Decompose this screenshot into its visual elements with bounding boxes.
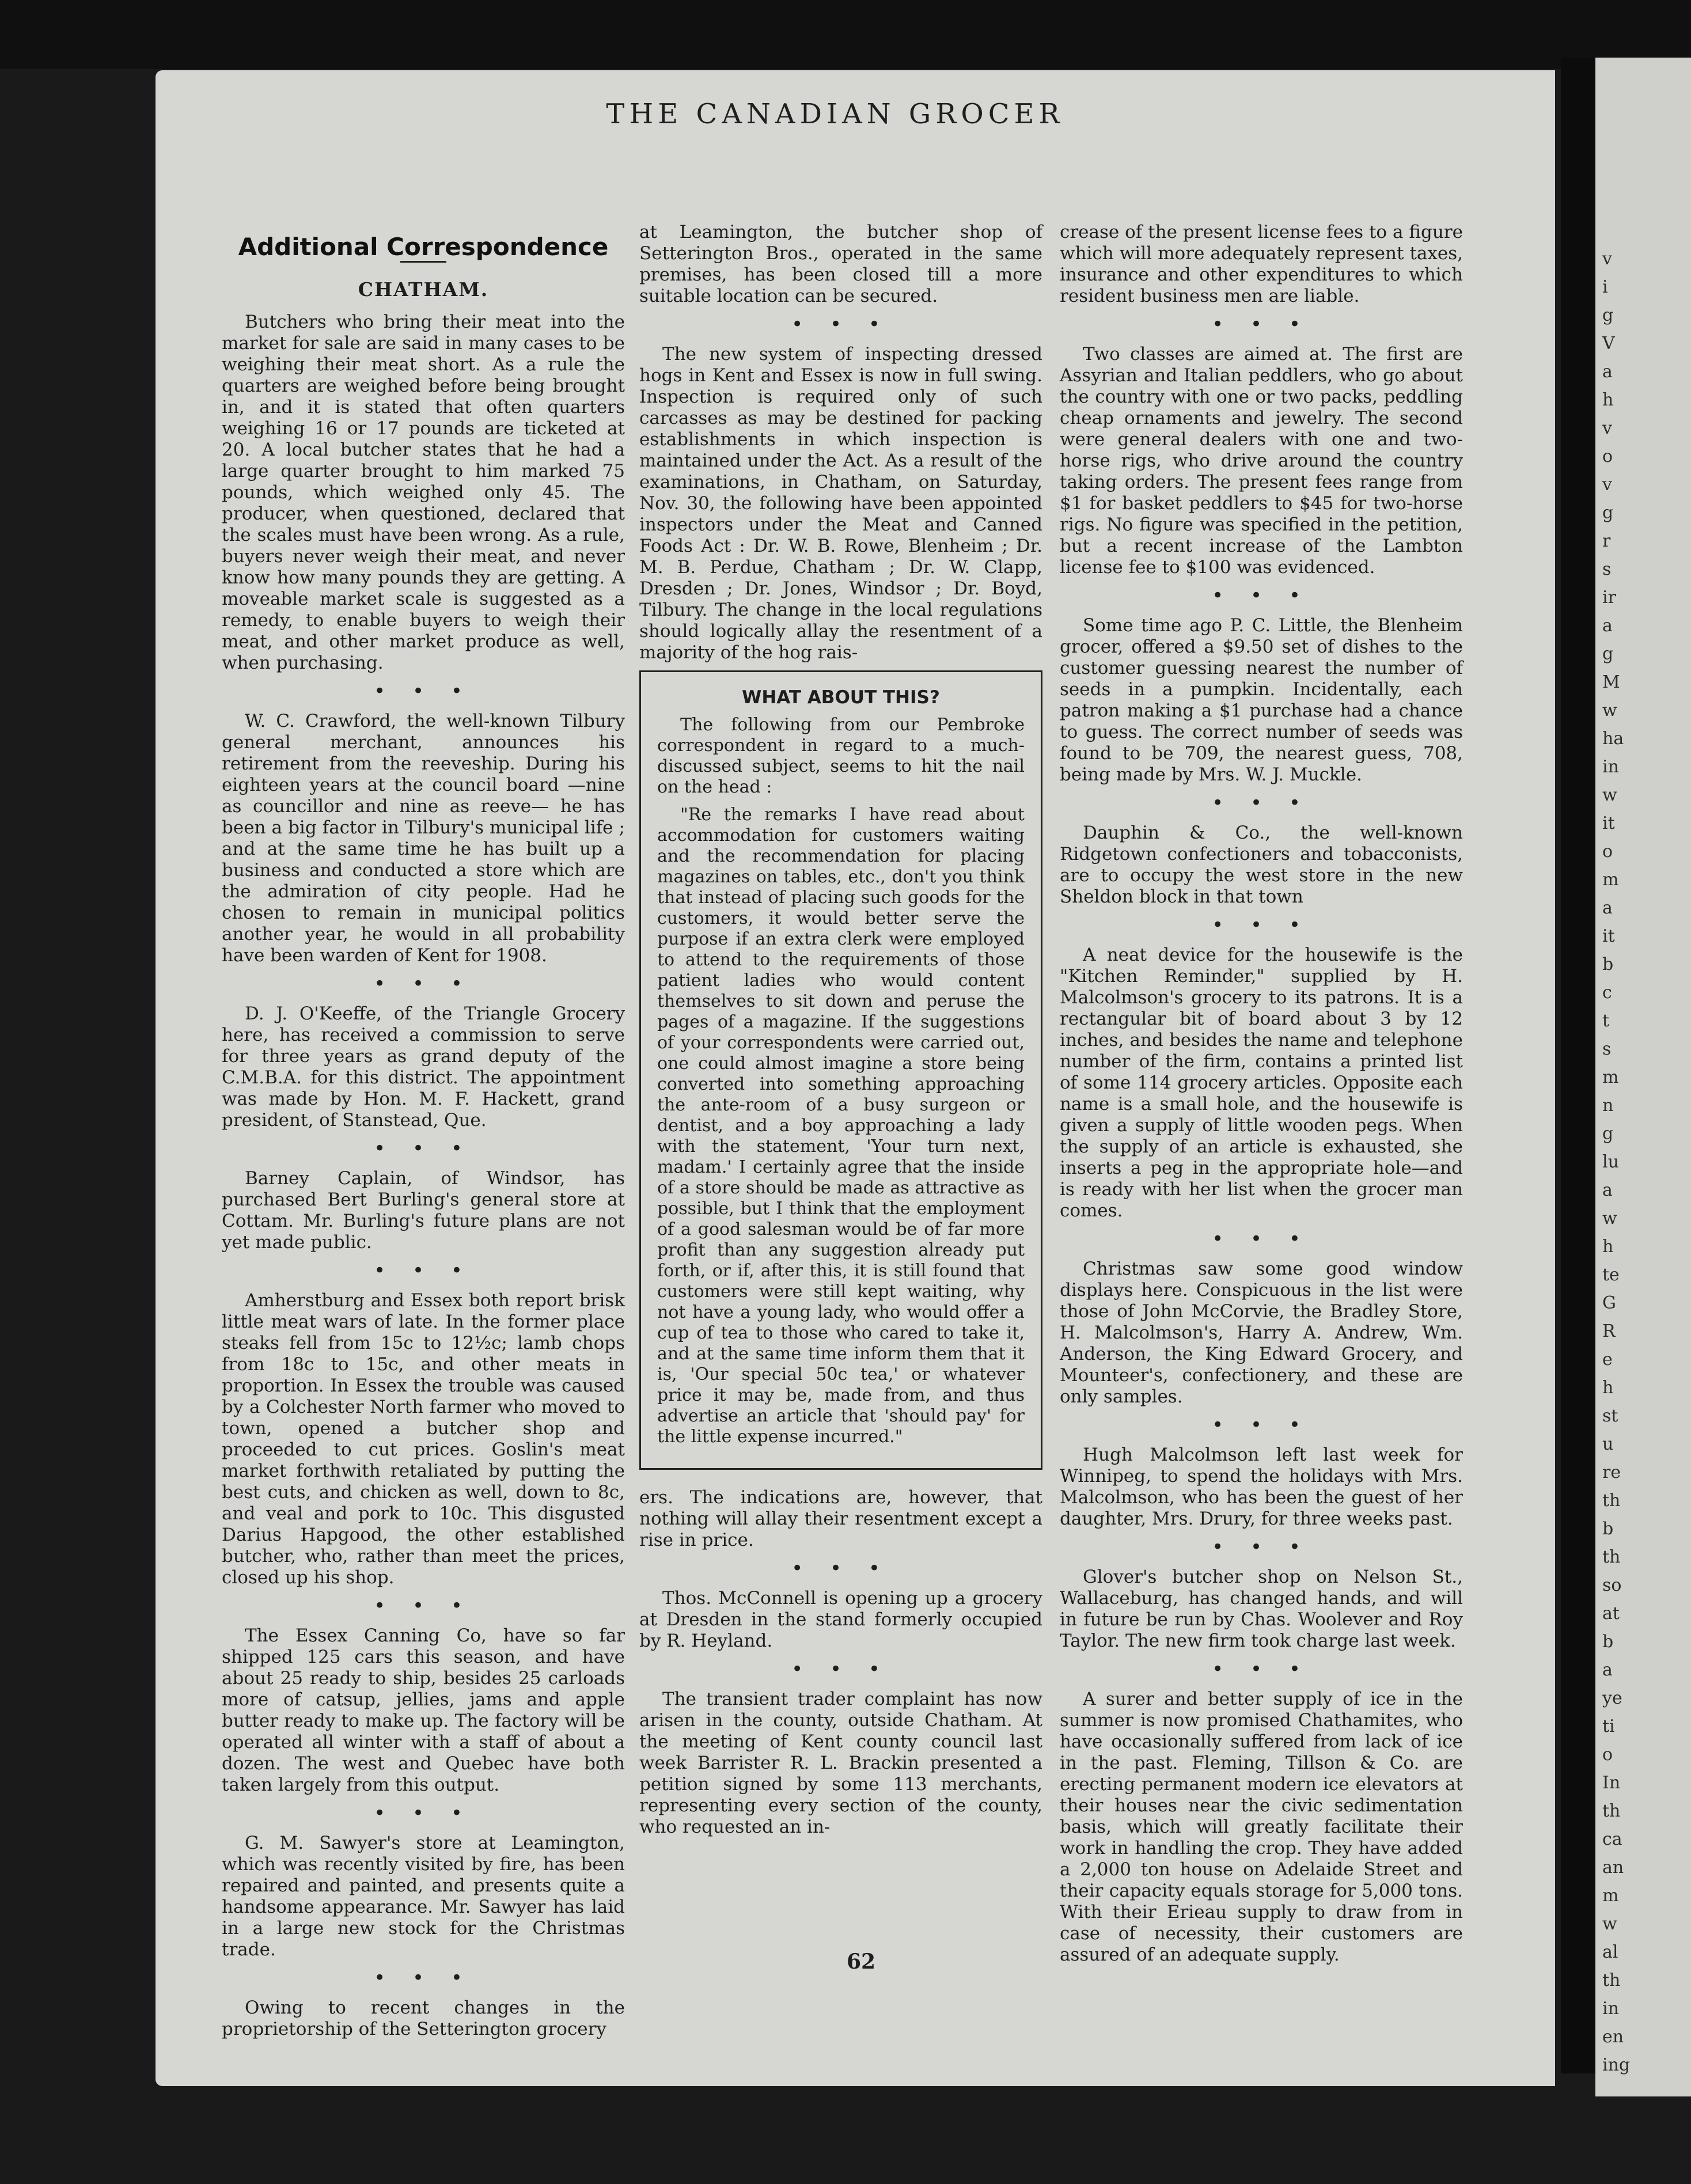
adjacent-page-fragment: re — [1602, 1462, 1621, 1482]
news-item: A surer and better supply of ice in the summer is now promised Chathamites, who have occasionally suffered from lack of ice in the past. Fleming, Tillson & Co. are erecting permanent modern ice elevators at their houses near the civic sedimentation basis, which will greatly facilitate their work in handling the crop. They have added a 2,000 ton house on Adelaide Street and their capacity equals storage for 5,000 tons. With their Erieau supply to draw from in case of necessity, their customers are assured of an adequate supply. — [1060, 1689, 1463, 1965]
section-heading: CHATHAM. — [358, 278, 489, 301]
item-separator: • • • — [374, 972, 473, 995]
item-separator: • • • — [1212, 791, 1311, 814]
adjacent-page-fragment: h — [1602, 1378, 1614, 1398]
adjacent-page-fragment: h — [1602, 390, 1614, 410]
adjacent-page-fragment: v — [1602, 475, 1612, 495]
adjacent-page-fragment: ha — [1602, 729, 1624, 749]
news-item: Amherstburg and Essex both report brisk little meat wars of late. In the former place steaks fell from 15c to 12½c; lamb chops from 18c to 15c, and other meats in proportion. In Essex the trouble was caused by a Colchester North farmer who moved to town, opened a butcher shop and proceeded to cut prices. Goslin's meat market forthwith retaliated by putting the best cuts, and chicken as well, down to 8c, and veal and pork to 10c. This disgusted Darius Hapgood, the other established butcher, who, rather than meet the prices, closed up his shop. — [222, 1290, 625, 1588]
item-separator: • • • — [1212, 1658, 1311, 1681]
adjacent-page-fragment: g — [1602, 503, 1614, 523]
item-separator: • • • — [1212, 313, 1311, 336]
adjacent-page-fragment: ca — [1602, 1829, 1622, 1849]
item-separator: • • • — [374, 680, 473, 703]
adjacent-page-fragment: m — [1602, 870, 1619, 890]
item-separator: • • • — [374, 1137, 473, 1160]
adjacent-page-fragment: ing — [1602, 2055, 1631, 2075]
boxed-item-quote: "Re the remarks I have read about accommodation for customers waiting and the recommendation for placing magazines on tables, etc., don't you think that instead of placing such goods for the customers, it would better serve the purpose if an extra clerk were employed to attend to the requirements of those patient ladies who would content themselves to sit down and peruse the pages of a magazine. If the suggestions of your correspondents were carried out, one could almost imagine a store being converted into something approaching the ante-room of a busy surgeon or dentist, and a boy approaching a lady with the statement, 'Your turn next, madam.' I certainly agree that the inside of a store should be made as attractive as possible, but I think that the employment of a good salesman would be of far more profit than any suggestion already put forth, or if, after this, it is still found that customers were still kept waiting, why not have a young lady, who would offer a cup of tea to those who cared to take it, and at the same time inform them that it is, 'Our special 50c tea,' or whatever price it may be, made from, and thus advertise an article that 'should pay' for the little expense incurred." — [657, 805, 1025, 1447]
adjacent-page-fragment: th — [1602, 1547, 1621, 1567]
adjacent-page-fragment: o — [1602, 1745, 1613, 1765]
page-number: 62 — [847, 1950, 876, 1974]
adjacent-page-fragment: so — [1602, 1575, 1622, 1595]
item-separator: • • • — [374, 1966, 473, 1989]
news-item: Butchers who bring their meat into the market for sale are said in many cases to be weighing their meat short. As a rule the quarters are weighed before being brought in, and it is stated that often quarters weighing 16 or 17 pounds are ticketed at 20. A local butcher states that he had a large quarter brought to him marked 75 pounds, which weighed only 45. The producer, when questioned, declared that the scales must have been wrong. As a rule, buyers never weigh their meat, and never know how many pounds they are getting. A moveable market scale is suggested as a remedy, to enable buyers to weigh their meat, and other market produce as well, when purchasing. — [222, 312, 625, 673]
adjacent-page-fragment: w — [1602, 1914, 1617, 1934]
adjacent-page-fragment: m — [1602, 1067, 1619, 1087]
adjacent-page-fragment: t — [1602, 1011, 1610, 1031]
adjacent-page-fragment: w — [1602, 1208, 1617, 1228]
boxed-item-intro: The following from our Pembroke correspondent in regard to a much-discussed subject, seems to hit the nail on the head : — [657, 715, 1025, 797]
adjacent-page-fragment: e — [1602, 1349, 1613, 1370]
adjacent-page-fragment: an — [1602, 1857, 1624, 1878]
news-item: Hugh Malcolmson left last week for Winnipeg, to spend the holidays with Mrs. Malcolmson, who has been the guest of her daughter, Mrs. Drury, for three weeks past. — [1060, 1444, 1463, 1529]
adjacent-page-fragment: it — [1602, 813, 1615, 833]
adjacent-page-fragment: v — [1602, 249, 1612, 269]
adjacent-page-fragment: r — [1602, 531, 1611, 551]
boxed-item — [639, 670, 1042, 1470]
news-item: The Essex Canning Co, have so far shipped 125 cars this season, and have about 25 ready to ship, besides 25 carloads more of catsup, jellies, jams and apple butter ready to make up. The factory will be operated all winter with a staff of about a dozen. The west and Quebec have both taken largely from this output. — [222, 1625, 625, 1795]
adjacent-page-fragment: th — [1602, 1491, 1621, 1511]
news-item: Owing to recent changes in the proprietorship of the Setterington grocery — [222, 1997, 625, 2039]
item-separator: • • • — [791, 313, 890, 336]
adjacent-page-fragment: in — [1602, 1999, 1619, 2019]
adjacent-page-fragment: a — [1602, 898, 1613, 918]
adjacent-page-fragment: te — [1602, 1265, 1620, 1285]
news-item: at Leamington, the butcher shop of Setterington Bros., operated in the same premises, has been closed till a more suitable location can be secured. — [639, 222, 1042, 306]
adjacent-page-fragment: o — [1602, 841, 1613, 862]
adjacent-page-fragment: ti — [1602, 1716, 1615, 1736]
adjacent-page-fragment: s — [1602, 559, 1612, 579]
adjacent-page-fragment: ir — [1602, 587, 1616, 608]
boxed-item-title: WHAT ABOUT THIS? — [742, 687, 940, 708]
adjacent-page-fragment: M — [1602, 672, 1620, 692]
news-item: Dauphin & Co., the well-known Ridgetown confectioners and tobacconists, are to occupy the west store in the new Sheldon block in that town — [1060, 822, 1463, 907]
adjacent-page-fragment: ye — [1602, 1688, 1622, 1708]
adjacent-page-fragment: at — [1602, 1603, 1620, 1624]
title-rule — [400, 261, 446, 263]
adjacent-page-fragment: o — [1602, 446, 1613, 467]
news-item: D. J. O'Keeffe, of the Triangle Grocery here, has received a commission to serve for three years as grand deputy of the C.M.B.A. for this district. The appointment was made by Hon. M. F. Hackett, grand president, of Stanstead, Que. — [222, 1003, 625, 1131]
news-item: The new system of inspecting dressed hogs in Kent and Essex is now in full swing. Inspection is required only of such carcasses as may be destined for packing establishments in which inspection is maintained under the Act. As a result of the examinations, in Chatham, on Saturday, Nov. 30, the following have been appointed inspectors under the Meat and Canned Foods Act : Dr. W. B. Rowe, Blenheim ; Dr. M. B. Perdue, Chatham ; Dr. W. Clapp, Dresden ; Dr. Jones, Windsor ; Dr. Boyd, Tilbury. The change in the local regulations should logically allay the resentment of a majority of the hog rais- — [639, 344, 1042, 663]
column-1 — [222, 233, 625, 2039]
adjacent-page-fragment: it — [1602, 926, 1615, 946]
news-item: ers. The indications are, however, that nothing will allay their resentment except a rise in price. — [639, 1487, 1042, 1550]
adjacent-page-fragment: b — [1602, 1632, 1614, 1652]
adjacent-page-fragment: g — [1602, 644, 1614, 664]
adjacent-page-fragment: lu — [1602, 1152, 1619, 1172]
news-item: Thos. McConnell is opening up a grocery at Dresden in the stand formerly occupied by R. Heyland. — [639, 1588, 1042, 1651]
item-separator: • • • — [374, 1594, 473, 1617]
news-item: The transient trader complaint has now arisen in the county, outside Chatham. At the meeting of Kent county council last week Barrister R. L. Brackin presented a petition signed by some 113 merchants, representing every section of the county, who requested an in- — [639, 1689, 1042, 1837]
adjacent-page-fragment: n — [1602, 1095, 1614, 1116]
news-item: Some time ago P. C. Little, the Blenheim grocer, offered a $9.50 set of dishes to the customer guessing nearest the number of seeds in a pumpkin. Incidentally, each patron making a $1 purchase had a chance to guess. The correct number of seeds was found to be 709, the nearest guess, 708, being made by Mrs. W. J. Muckle. — [1060, 615, 1463, 785]
item-separator: • • • — [1212, 1535, 1311, 1559]
adjacent-page-edge — [1595, 58, 1691, 2096]
item-separator: • • • — [374, 1259, 473, 1282]
adjacent-page-fragment: g — [1602, 305, 1614, 325]
scan-top-edge — [0, 0, 1691, 69]
news-item: A neat device for the housewife is the "Kitchen Reminder," supplied by H. Malcolmson's grocery to its patrons. It is a rectangular bit of board about 3 by 12 inches, and besides the name and telephone number of the firm, contains a printed list of some 114 grocery articles. Opposite each name is a small hole, and the housewife is given a supply of little wooden pegs. When the supply of an article is exhausted, she inserts a peg in the appropriate hole—and is ready with her list when the grocer man comes. — [1060, 945, 1463, 1221]
adjacent-page-fragment: g — [1602, 1124, 1614, 1144]
adjacent-page-fragment: V — [1602, 333, 1615, 354]
column-3 — [1060, 222, 1463, 1965]
adjacent-page-fragment: G — [1602, 1293, 1616, 1313]
adjacent-page-fragment: al — [1602, 1942, 1618, 1962]
adjacent-page-fragment: b — [1602, 1519, 1614, 1539]
article-title: Additional Correspondence — [238, 233, 609, 261]
adjacent-page-fragment: w — [1602, 785, 1617, 805]
adjacent-page-fragment: en — [1602, 2027, 1624, 2047]
running-title: THE CANADIAN GROCER — [606, 98, 1064, 130]
news-item: G. M. Sawyer's store at Leamington, which was recently visited by fire, has been repaired and painted, and presents quite a handsome appearance. Mr. Sawyer has laid in a large new stock for the Christmas trade. — [222, 1833, 625, 1960]
adjacent-page-fragment: b — [1602, 954, 1614, 975]
adjacent-page-fragment: v — [1602, 418, 1612, 438]
adjacent-page-fragment: a — [1602, 1180, 1613, 1200]
adjacent-page-fragment: th — [1602, 1801, 1621, 1821]
adjacent-page-fragment: a — [1602, 1660, 1613, 1680]
adjacent-page-fragment: st — [1602, 1406, 1618, 1426]
news-item: Barney Caplain, of Windsor, has purchased Bert Burling's general store at Cottam. Mr. Burling's future plans are not yet made public. — [222, 1168, 625, 1253]
news-item: crease of the present license fees to a figure which will more adequately represent taxes, insurance and other expenditures to which resident business men are liable. — [1060, 222, 1463, 306]
adjacent-page-fragment: i — [1602, 277, 1608, 297]
column-2 — [639, 222, 1042, 1961]
news-item: W. C. Crawford, the well-known Tilbury general merchant, announces his retirement from the reeveship. During his eighteen years at the council board —nine as councillor and nine as reeve— he has been a big factor in Tilbury's municipal life ; and at the same time he has built up a business and conducted a store which are the admiration of city people. Had he chosen to remain in municipal politics another year, he would in all probability have been warden of Kent for 1908. — [222, 711, 625, 966]
adjacent-page-fragment: u — [1602, 1434, 1614, 1454]
adjacent-page-fragment: m — [1602, 1886, 1619, 1906]
adjacent-page-fragment: R — [1602, 1321, 1616, 1341]
item-separator: • • • — [1212, 1413, 1311, 1436]
item-separator: • • • — [374, 1802, 473, 1825]
news-item: Glover's butcher shop on Nelson St., Wallaceburg, has changed hands, and will in future be run by Chas. Woolever and Roy Taylor. The new firm took charge last week. — [1060, 1567, 1463, 1651]
adjacent-page-fragment: th — [1602, 1970, 1621, 1990]
adjacent-page-fragment: s — [1602, 1039, 1612, 1059]
adjacent-page-fragment: w — [1602, 700, 1617, 721]
adjacent-page-fragment: a — [1602, 616, 1613, 636]
news-item: Two classes are aimed at. The first are Assyrian and Italian peddlers, who go about the country with one or two packs, peddling cheap ornaments and jewelry. The second were general dealers with one and two-horse rigs, who drive around the country taking orders. The present fees range from $1 for basket peddlers to $45 for two-horse rigs. No figure was specified in the petition, but a recent increase of the Lambton license fee to $100 was evidenced. — [1060, 344, 1463, 578]
item-separator: • • • — [791, 1557, 890, 1580]
item-separator: • • • — [1212, 913, 1311, 936]
item-separator: • • • — [1212, 584, 1311, 607]
book-gutter — [1561, 58, 1595, 2073]
adjacent-page-fragment: a — [1602, 362, 1613, 382]
adjacent-page-fragment: in — [1602, 757, 1619, 777]
news-item: Christmas saw some good window displays here. Conspicuous in the list were those of John McCorvie, the Bradley Store, H. Malcolmson's, Harry A. Andrew, Wm. Anderson, the King Edward Grocery, and Mounteer's, confectionery, and these are only samples. — [1060, 1258, 1463, 1407]
item-separator: • • • — [1212, 1227, 1311, 1250]
item-separator: • • • — [791, 1658, 890, 1681]
adjacent-page-fragment: h — [1602, 1237, 1614, 1257]
adjacent-page-fragment: In — [1602, 1773, 1621, 1793]
adjacent-page-fragment: c — [1602, 983, 1612, 1003]
